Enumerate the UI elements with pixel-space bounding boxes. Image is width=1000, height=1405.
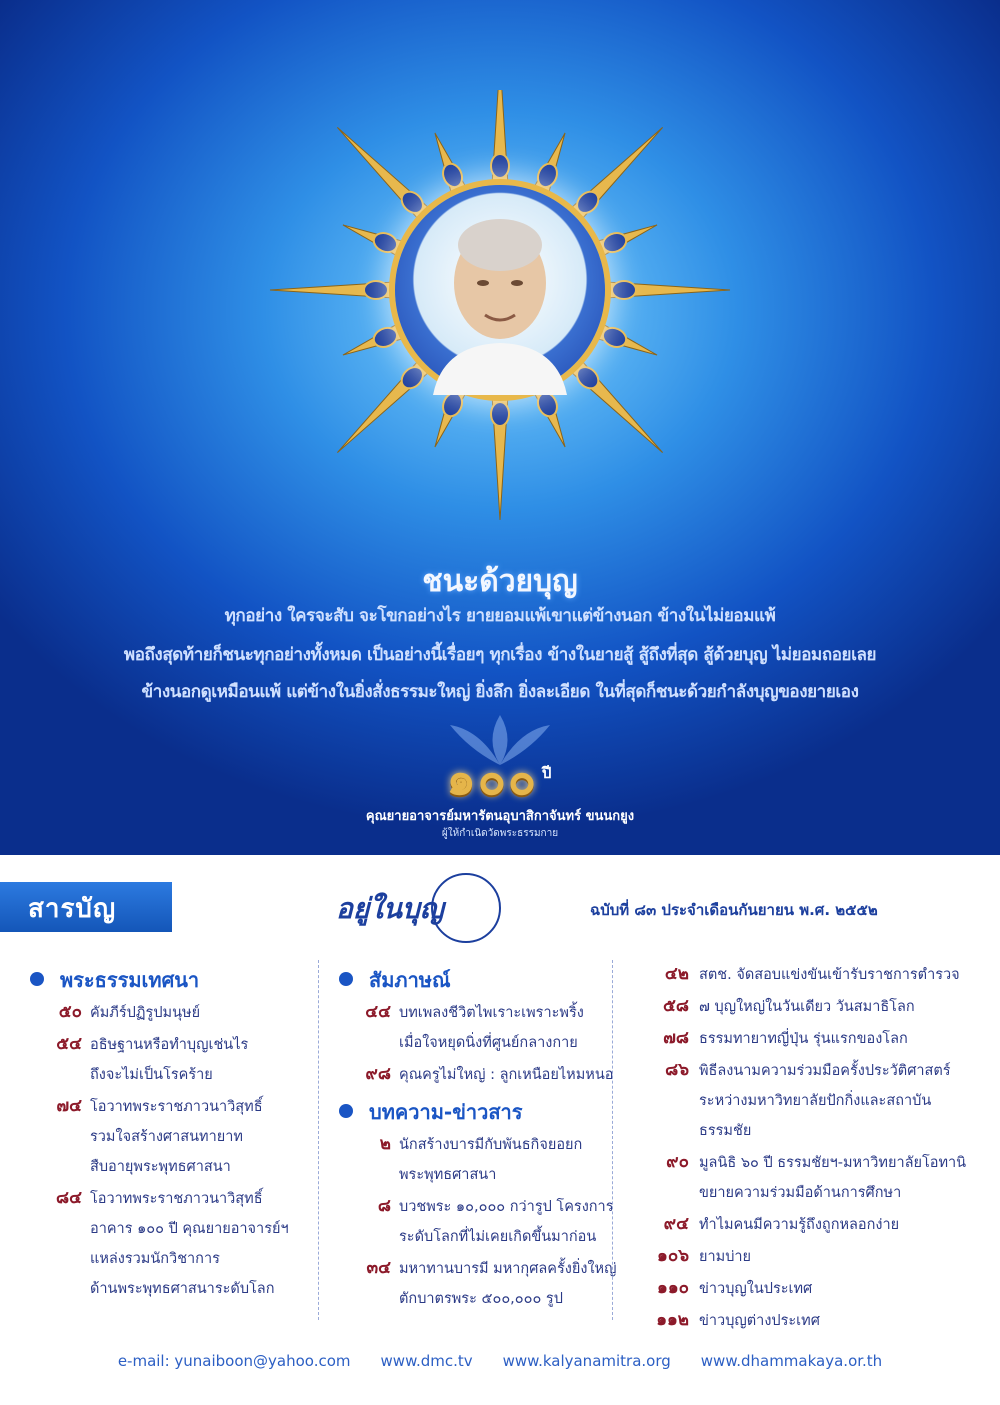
issue-info: ฉบับที่ ๘๓ ประจำเดือนกันยายน พ.ศ. ๒๕๕๒ <box>590 901 878 919</box>
entry-title: มหาทานบารมี มหากุศลครั้งยิ่งใหญ่ <box>399 1261 617 1277</box>
entry-title: บทเพลงชีวิตไพเราะเพราะพริ้ง <box>399 1005 584 1021</box>
website-link[interactable]: www.dhammakaya.or.th <box>700 1352 883 1370</box>
cover-quote-line: ข้างนอกดูเหมือนแพ้ แต่ข้างในยิ่งสั่งธรรมะใหญ่ ยิ่งลึก ยิ่งละเอียด ในที่สุดก็ชนะด้วยกำลังบุญของยายเอง <box>141 682 859 702</box>
entry-title: นักสร้างบารมีกับพันธกิจยอยก <box>399 1137 583 1153</box>
entry-title: ระหว่างมหาวิทยาลัยปักกิ่งและสถาบัน <box>699 1093 932 1109</box>
toc-column-2 <box>318 960 617 1320</box>
entry-title: รวมใจสร้างศาสนทายาท <box>90 1129 243 1145</box>
peacock-feather-eye <box>491 402 509 426</box>
toc-title: สารบัญ <box>28 894 117 924</box>
entry-title: ๗ บุญใหญ่ในวันเดียว วันสมาธิโลก <box>699 999 915 1015</box>
page-number: ๗๘ <box>663 1028 689 1048</box>
centenary-number: ๑๐๐ <box>446 751 538 805</box>
page-number: ๘ <box>377 1196 391 1216</box>
peacock-feather-eye <box>491 154 509 178</box>
honoree-role: ผู้ให้กำเนิดวัดพระธรรมกาย <box>441 828 559 839</box>
toc-entry[interactable] <box>619 960 982 990</box>
toc-entry[interactable] <box>339 1060 614 1090</box>
page-number: ๕๔ <box>56 1034 82 1054</box>
peacock-feather-eye <box>364 281 388 299</box>
toc-entry[interactable] <box>619 1056 982 1146</box>
page-number: ๙๘ <box>365 1064 391 1084</box>
entry-title: โอวาทพระราชภาวนาวิสุทธิ์ <box>90 1191 263 1207</box>
section-title: บทความ-ข่าวสาร <box>369 1100 523 1124</box>
page-number: ๔๔ <box>365 1002 391 1022</box>
entry-title: ถึงจะไม่เป็นโรคร้าย <box>90 1067 213 1083</box>
cover-title: ชนะด้วยบุญ <box>422 564 578 599</box>
entry-title: ยามบ่าย <box>699 1249 752 1265</box>
entry-title: สืบอายุพระพุทธศาสนา <box>90 1159 231 1175</box>
footer-contacts <box>0 1352 1000 1370</box>
toc-entry[interactable] <box>619 1242 982 1272</box>
page-number: ๒ <box>379 1134 391 1154</box>
magazine-logo-text: อยู่ในบุญ <box>336 892 444 925</box>
page-number: ๕๘ <box>663 996 689 1016</box>
toc-entry[interactable] <box>619 1274 982 1304</box>
email-link[interactable]: e-mail: yunaiboon@yahoo.com <box>117 1352 351 1370</box>
toc-entry[interactable] <box>619 992 982 1022</box>
bullet-icon <box>339 1104 353 1118</box>
portrait-frame <box>395 185 605 395</box>
entry-title: ข่าวบุญต่างประเทศ <box>699 1313 820 1329</box>
entry-title: พิธีลงนามความร่วมมือครั้งประวัติศาสตร์ <box>699 1063 951 1079</box>
bullet-icon <box>339 972 353 986</box>
entry-title: พระพุทธศาสนา <box>399 1167 497 1183</box>
entry-title: อธิษฐานหรือทำบุญเช่นไร <box>90 1037 249 1053</box>
website-link[interactable]: www.kalyanamitra.org <box>502 1352 671 1370</box>
page-number: ๑๐๖ <box>657 1246 689 1266</box>
page-number: ๘๖ <box>665 1060 689 1080</box>
centenary-unit: ปี <box>541 763 554 782</box>
entry-title: อาคาร ๑๐๐ ปี คุณยายอาจารย์ฯ <box>90 1221 289 1237</box>
peacock-feather-eye <box>612 281 636 299</box>
page-number: ๔๒ <box>664 964 689 984</box>
entry-title: บวชพระ ๑๐,๐๐๐ กว่ารูป โครงการ <box>399 1199 614 1215</box>
entry-title: สตช. จัดสอบแข่งขันเข้ารับราชการตำรวจ <box>699 967 960 983</box>
entry-title: ด้านพระพุทธศาสนาระดับโลก <box>90 1281 275 1297</box>
toc-entry[interactable] <box>30 1184 310 1304</box>
toc-entry[interactable] <box>30 1092 310 1182</box>
entry-title: มูลนิธิ ๖๐ ปี ธรรมชัยฯ-มหาวิทยาลัยโอทานิ <box>699 1155 967 1171</box>
page-number: ๙๐ <box>666 1152 689 1172</box>
magazine-logo <box>328 868 508 948</box>
toc-entry[interactable] <box>619 1306 982 1336</box>
toc-entry[interactable] <box>30 998 310 1028</box>
honoree-name: คุณยายอาจารย์มหารัตนอุบาสิกาจันทร์ ขนนกยูง <box>365 809 635 824</box>
bullet-icon <box>30 972 44 986</box>
entry-title: คุณครูไม่ใหญ่ : ลูกเหนือยไหมหนอ <box>399 1067 614 1083</box>
toc-entry[interactable] <box>339 1254 617 1314</box>
portrait-image <box>423 205 577 395</box>
toc-entry[interactable] <box>339 1130 608 1190</box>
toc-entry[interactable] <box>30 1030 310 1090</box>
section-title: สัมภาษณ์ <box>369 968 451 992</box>
section-header-articles <box>339 1092 608 1130</box>
entry-title: แหล่งรวมนักวิชาการ <box>90 1251 220 1267</box>
section-header-dharma <box>30 960 310 998</box>
page-number: ๗๔ <box>56 1096 82 1116</box>
entry-title: ข่าวบุญในประเทศ <box>699 1281 813 1297</box>
entry-title: ธรรมทายาทญี่ปุ่น รุ่นแรกของโลก <box>699 1031 908 1047</box>
page-number: ๙๔ <box>663 1214 689 1234</box>
toc-entry[interactable] <box>619 1024 982 1054</box>
page-number: ๘๔ <box>56 1188 82 1208</box>
page-number: ๕๐ <box>58 1002 82 1022</box>
entry-title: ธรรมชัย <box>699 1123 752 1139</box>
section-header-interview <box>339 960 608 998</box>
entry-title: ทำไมคนมีความรู้ถึงถูกหลอกง่าย <box>699 1217 900 1233</box>
toc-column-1 <box>30 960 310 1306</box>
toc-entry[interactable] <box>339 1192 614 1252</box>
toc-title-tab <box>0 882 172 932</box>
page-number: ๓๔ <box>366 1258 391 1278</box>
toc-entry[interactable] <box>619 1210 982 1240</box>
entry-title: ขยายความร่วมมือด้านการศึกษา <box>699 1185 902 1201</box>
page-number: ๑๑๒ <box>656 1310 689 1330</box>
toc-entry[interactable] <box>339 998 608 1058</box>
website-link[interactable]: www.dmc.tv <box>380 1352 473 1370</box>
cover-quote-line: พอถึงสุดท้ายก็ชนะทุกอย่างทั้งหมด เป็นอย่างนี้เรื่อยๆ ทุกเรื่อง ข้างในยายสู้ สู้ถึงที่สุด สู้ด้วยบุญ ไม่ยอมถอยเลย <box>123 645 877 665</box>
entry-title: ระดับโลกที่ไม่เคยเกิดขึ้นมาก่อน <box>399 1229 597 1245</box>
section-title: พระธรรมเทศนา <box>60 968 200 992</box>
entry-title: เมื่อใจหยุดนิ่งที่ศูนย์กลางกาย <box>399 1035 578 1051</box>
page-number: ๑๑๐ <box>657 1278 689 1298</box>
entry-title: โอวาทพระราชภาวนาวิสุทธิ์ <box>90 1099 263 1115</box>
toc-column-3 <box>612 960 982 1330</box>
entry-title: คัมภีร์ปฏิรูปมนุษย์ <box>90 1005 201 1021</box>
toc-entry[interactable] <box>619 1148 982 1208</box>
cover-quote-line: ทุกอย่าง ใครจะสับ จะโขกอย่างไร ยายยอมแพ้เขาแต่ข้างนอก ข้างในไม่ยอมแพ้ <box>224 606 776 626</box>
entry-title: ตักบาตรพระ ๕๐๐,๐๐๐ รูป <box>399 1291 563 1307</box>
